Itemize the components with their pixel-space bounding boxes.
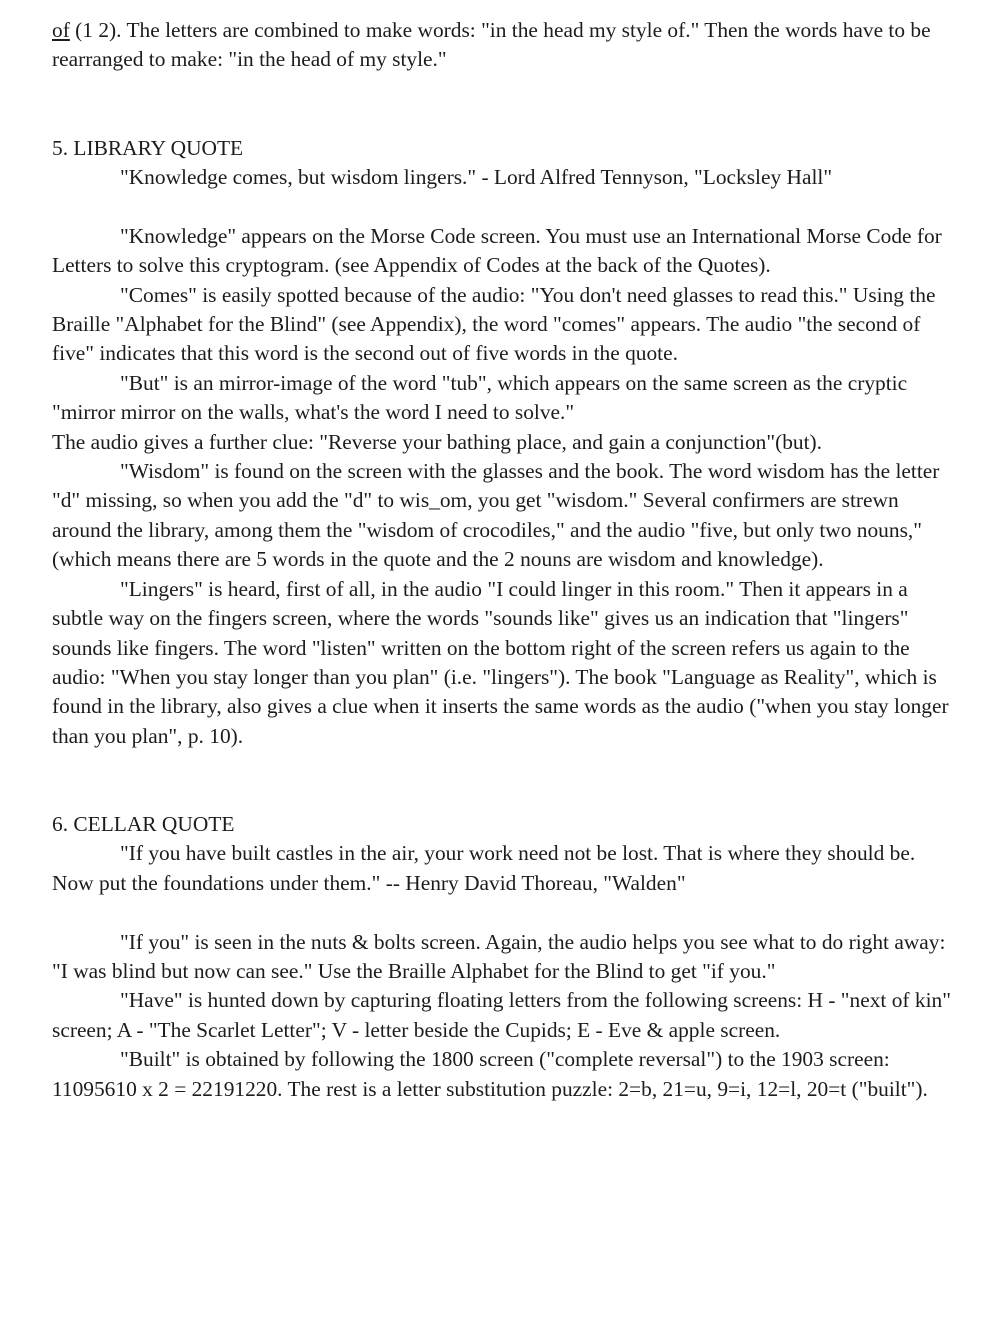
knowledge-paragraph: "Knowledge" appears on the Morse Code screen. You must use an International Morse Code for Letters to solve this cryptogram. (see Appendix of Codes at the back of the Quotes). bbox=[52, 223, 942, 278]
paragraph-gap bbox=[52, 192, 952, 221]
if-you-paragraph: "If you" is seen in the nuts & bolts screen. Again, the audio helps you see what to do right away: "I was blind but now can see." Use the Braille Alphabet for the Blind to get "if you." bbox=[52, 929, 946, 983]
cellar-quote: "If you have built castles in the air, your work need not be lost. That is where they should be. Now put the foundations under them." -- Henry David Thoreau, "Walden" bbox=[52, 841, 916, 895]
have-paragraph: "Have" is hunted down by capturing floating letters from the following screens: H - "next of kin" screen; A - "The Scarlet Letter"; V - letter beside the Cupids; E - Eve & apple screen. bbox=[52, 988, 951, 1042]
intro-paragraph bbox=[52, 16, 952, 75]
cellar-quote-section bbox=[52, 810, 952, 1104]
library-quote: "Knowledge comes, but wisdom lingers." - Lord Alfred Tennyson, "Locksley Hall" bbox=[120, 165, 833, 190]
library-heading: 5. LIBRARY QUOTE bbox=[52, 135, 244, 160]
section-gap bbox=[52, 751, 952, 810]
built-paragraph: "Built" is obtained by following the 1800 screen ("complete reversal") to the 1903 screen: 11095610 x 2 = 22191220. The rest is a letter substitution puzzle: 2=b, 21=u, 9=i, 12=l, 20=t ("built"). bbox=[52, 1047, 928, 1101]
but-audio-clue: The audio gives a further clue: "Reverse your bathing place, and gain a conjunction"(but). bbox=[52, 429, 823, 454]
comes-paragraph: "Comes" is easily spotted because of the audio: "You don't need glasses to read this." Using the Braille "Alphabet for the Blind" (see Appendix), the word "comes" appears. The audio "the second of five" indicates that this word is the second out of five words in the quote. bbox=[52, 282, 936, 366]
intro-text: (1 2). The letters are combined to make words: "in the head my style of." Then the words have to be rearranged to make: "in the head of my style." bbox=[52, 18, 931, 72]
wisdom-paragraph: "Wisdom" is found on the screen with the glasses and the book. The word wisdom has the letter "d" missing, so when you add the "d" to wis_om, you get "wisdom." Several confirmers are strewn around the library, among them the "wisdom of crocodiles," and the audio "five, but only two nouns," (which means there are 5 words in the quote and the 2 nouns are wisdom and knowledge). bbox=[52, 459, 940, 572]
document-page bbox=[52, 16, 952, 1104]
underlined-ref-word: of bbox=[52, 18, 70, 42]
paragraph-gap bbox=[52, 898, 952, 927]
library-quote-section bbox=[52, 134, 952, 752]
but-paragraph: "But" is an mirror-image of the word "tub", which appears on the same screen as the cryptic "mirror mirror on the walls, what's the word I need to solve." bbox=[52, 370, 908, 425]
cellar-heading: 6. CELLAR QUOTE bbox=[52, 811, 235, 836]
lingers-paragraph: "Lingers" is heard, first of all, in the audio "I could linger in this room." Then it appears in a subtle way on the fingers screen, where the words "sounds like" gives us an indication that "lingers" sounds like fingers. The word "listen" written on the bottom right of the screen refers us again to the audio: "When you stay longer than you plan" (i.e. "lingers"). The book "Language as Reality", which is found in the library, also gives a clue when it inserts the same words as the audio ("when you stay longer than you plan", p. 10). bbox=[52, 576, 949, 748]
section-gap bbox=[52, 75, 952, 134]
